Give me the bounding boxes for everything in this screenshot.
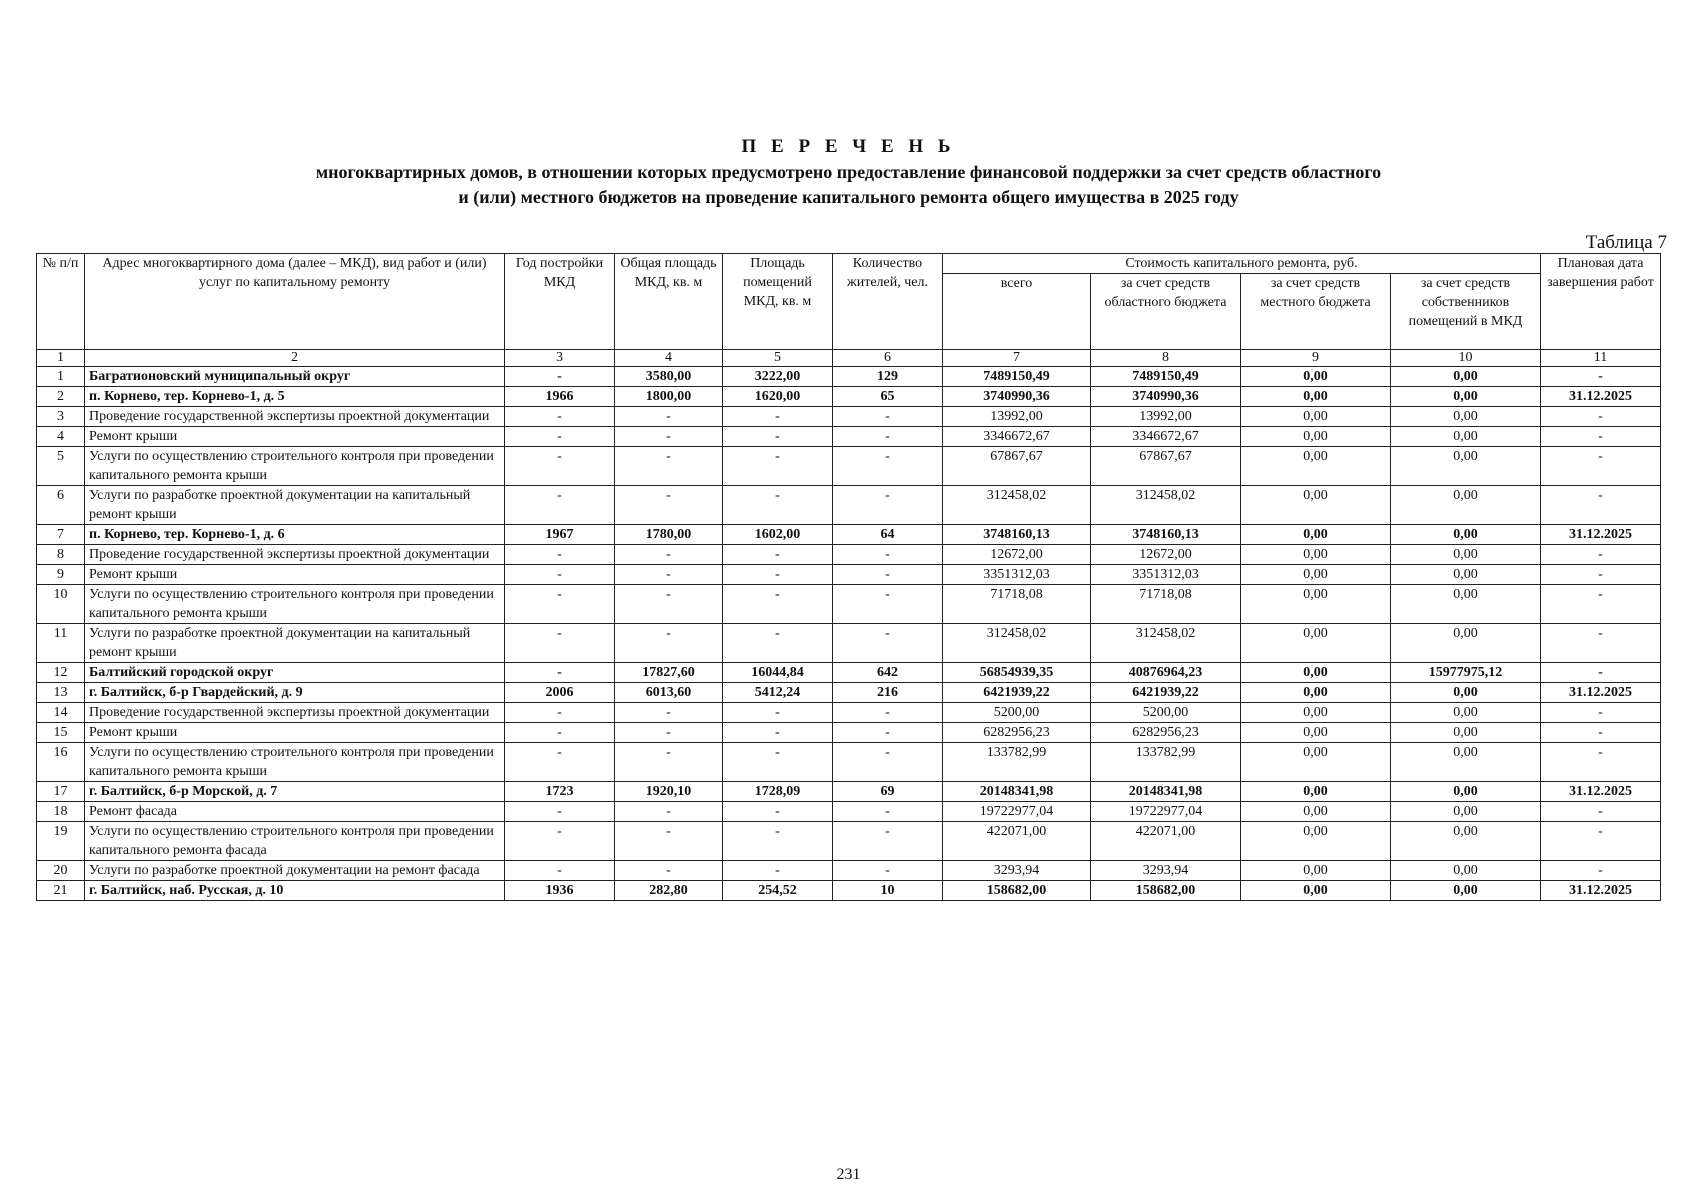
row-year: - — [505, 861, 615, 881]
row-cost-total: 3748160,13 — [943, 525, 1091, 545]
row-residents: 129 — [833, 367, 943, 387]
row-address: г. Балтийск, б-р Морской, д. 7 — [85, 782, 505, 802]
row-cost-regional: 6282956,23 — [1091, 723, 1241, 743]
row-cost-local: 0,00 — [1241, 387, 1391, 407]
row-total-area: 6013,60 — [615, 683, 723, 703]
row-year: - — [505, 663, 615, 683]
row-cost-local: 0,00 — [1241, 367, 1391, 387]
row-residents: 64 — [833, 525, 943, 545]
row-cost-local: 0,00 — [1241, 585, 1391, 624]
row-cost-local: 0,00 — [1241, 881, 1391, 901]
row-premises-area: - — [723, 486, 833, 525]
row-premises-area: - — [723, 565, 833, 585]
row-total-area: - — [615, 861, 723, 881]
table-row — [37, 624, 1661, 663]
row-cost-local: 0,00 — [1241, 703, 1391, 723]
row-number: 2 — [37, 387, 85, 407]
row-total-area: - — [615, 565, 723, 585]
table-row — [37, 565, 1661, 585]
row-cost-regional: 12672,00 — [1091, 545, 1241, 565]
header-premises-area: Площадь помещений МКД, кв. м — [723, 254, 833, 350]
row-residents: 10 — [833, 881, 943, 901]
row-number: 6 — [37, 486, 85, 525]
row-completion-date: - — [1541, 407, 1661, 427]
row-premises-area: - — [723, 427, 833, 447]
row-year: 1967 — [505, 525, 615, 545]
table-row — [37, 822, 1661, 861]
row-residents: - — [833, 703, 943, 723]
row-residents: 65 — [833, 387, 943, 407]
column-number: 8 — [1091, 350, 1241, 367]
row-cost-owners: 0,00 — [1391, 585, 1541, 624]
row-cost-owners: 0,00 — [1391, 861, 1541, 881]
row-cost-total: 3740990,36 — [943, 387, 1091, 407]
row-cost-total: 312458,02 — [943, 486, 1091, 525]
row-residents: - — [833, 565, 943, 585]
table-row — [37, 486, 1661, 525]
table-row — [37, 585, 1661, 624]
row-cost-total: 6421939,22 — [943, 683, 1091, 703]
row-residents: - — [833, 743, 943, 782]
row-cost-total: 133782,99 — [943, 743, 1091, 782]
row-completion-date: 31.12.2025 — [1541, 881, 1661, 901]
row-cost-total: 12672,00 — [943, 545, 1091, 565]
row-number: 16 — [37, 743, 85, 782]
row-number: 14 — [37, 703, 85, 723]
table-row — [37, 683, 1661, 703]
row-cost-local: 0,00 — [1241, 723, 1391, 743]
row-address: Балтийский городской округ — [85, 663, 505, 683]
row-premises-area: - — [723, 861, 833, 881]
column-number: 5 — [723, 350, 833, 367]
row-address: Проведение государственной экспертизы проектной документации — [85, 545, 505, 565]
header-cost-total: всего — [943, 274, 1091, 350]
row-cost-total: 3346672,67 — [943, 427, 1091, 447]
row-premises-area: 1602,00 — [723, 525, 833, 545]
row-address: Услуги по разработке проектной документации на ремонт фасада — [85, 861, 505, 881]
row-premises-area: - — [723, 743, 833, 782]
row-completion-date: 31.12.2025 — [1541, 387, 1661, 407]
header-row-1 — [37, 254, 1661, 274]
row-cost-local: 0,00 — [1241, 565, 1391, 585]
row-residents: - — [833, 861, 943, 881]
row-number: 7 — [37, 525, 85, 545]
column-number: 7 — [943, 350, 1091, 367]
row-year: - — [505, 486, 615, 525]
row-cost-owners: 0,00 — [1391, 802, 1541, 822]
row-cost-regional: 71718,08 — [1091, 585, 1241, 624]
table-row — [37, 663, 1661, 683]
row-year: - — [505, 624, 615, 663]
row-completion-date: - — [1541, 802, 1661, 822]
row-cost-total: 20148341,98 — [943, 782, 1091, 802]
row-premises-area: - — [723, 802, 833, 822]
table-row — [37, 881, 1661, 901]
header-total-area: Общая площадь МКД, кв. м — [615, 254, 723, 350]
row-premises-area: - — [723, 407, 833, 427]
row-cost-local: 0,00 — [1241, 743, 1391, 782]
table-row — [37, 447, 1661, 486]
row-year: - — [505, 427, 615, 447]
header-residents: Количество жителей, чел. — [833, 254, 943, 350]
document-subtitle-line2: и (или) местного бюджетов на проведение капитального ремонта общего имущества в 2025 году — [458, 187, 1239, 207]
row-cost-owners: 0,00 — [1391, 387, 1541, 407]
row-year: - — [505, 545, 615, 565]
row-cost-owners: 0,00 — [1391, 407, 1541, 427]
row-total-area: - — [615, 447, 723, 486]
row-completion-date: - — [1541, 624, 1661, 663]
row-cost-total: 67867,67 — [943, 447, 1091, 486]
row-premises-area: - — [723, 624, 833, 663]
row-year: - — [505, 407, 615, 427]
row-completion-date: 31.12.2025 — [1541, 525, 1661, 545]
row-address: г. Балтийск, наб. Русская, д. 10 — [85, 881, 505, 901]
row-completion-date: - — [1541, 565, 1661, 585]
row-cost-owners: 0,00 — [1391, 447, 1541, 486]
header-cost-owners: за счет средств собственников помещений в МКД — [1391, 274, 1541, 350]
row-number: 12 — [37, 663, 85, 683]
header-cost-local: за счет средств местного бюджета — [1241, 274, 1391, 350]
row-cost-regional: 20148341,98 — [1091, 782, 1241, 802]
row-number: 4 — [37, 427, 85, 447]
document-subtitle-line1: многоквартирных домов, в отношении которых предусмотрено предоставление финансовой поддержки за счет средств областного — [315, 162, 1382, 182]
row-completion-date: - — [1541, 486, 1661, 525]
row-cost-owners: 0,00 — [1391, 822, 1541, 861]
column-number: 10 — [1391, 350, 1541, 367]
row-cost-owners: 0,00 — [1391, 367, 1541, 387]
row-number: 18 — [37, 802, 85, 822]
row-cost-regional: 312458,02 — [1091, 486, 1241, 525]
row-cost-local: 0,00 — [1241, 486, 1391, 525]
table-row — [37, 367, 1661, 387]
row-premises-area: 3222,00 — [723, 367, 833, 387]
row-address: Ремонт крыши — [85, 723, 505, 743]
column-number: 9 — [1241, 350, 1391, 367]
row-completion-date: - — [1541, 822, 1661, 861]
row-address: Услуги по разработке проектной документации на капитальный ремонт крыши — [85, 624, 505, 663]
document-title: П Е Р Е Ч Е Н Ь — [741, 136, 956, 157]
row-number: 15 — [37, 723, 85, 743]
row-completion-date: - — [1541, 427, 1661, 447]
row-residents: - — [833, 447, 943, 486]
table-caption: Таблица 7 — [1585, 232, 1667, 253]
table-row — [37, 802, 1661, 822]
row-number: 21 — [37, 881, 85, 901]
row-premises-area: - — [723, 723, 833, 743]
column-number: 3 — [505, 350, 615, 367]
row-total-area: 282,80 — [615, 881, 723, 901]
buildings-table — [36, 253, 1661, 901]
column-number-row — [37, 350, 1661, 367]
row-address: г. Балтийск, б-р Гвардейский, д. 9 — [85, 683, 505, 703]
row-completion-date: - — [1541, 703, 1661, 723]
row-cost-total: 3293,94 — [943, 861, 1091, 881]
row-cost-regional: 67867,67 — [1091, 447, 1241, 486]
row-cost-owners: 0,00 — [1391, 743, 1541, 782]
column-number: 4 — [615, 350, 723, 367]
header-cost-regional: за счет средств областного бюджета — [1091, 274, 1241, 350]
row-cost-regional: 158682,00 — [1091, 881, 1241, 901]
row-address: Проведение государственной экспертизы проектной документации — [85, 407, 505, 427]
row-cost-total: 6282956,23 — [943, 723, 1091, 743]
row-address: Услуги по разработке проектной документации на капитальный ремонт крыши — [85, 486, 505, 525]
row-residents: - — [833, 585, 943, 624]
row-address: Услуги по осуществлению строительного контроля при проведении капитального ремонта крыши — [85, 743, 505, 782]
row-residents: - — [833, 624, 943, 663]
row-cost-owners: 0,00 — [1391, 525, 1541, 545]
row-cost-regional: 3351312,03 — [1091, 565, 1241, 585]
row-cost-local: 0,00 — [1241, 663, 1391, 683]
row-address: Услуги по осуществлению строительного контроля при проведении капитального ремонта крыши — [85, 447, 505, 486]
column-number: 2 — [85, 350, 505, 367]
table-row — [37, 427, 1661, 447]
row-cost-total: 19722977,04 — [943, 802, 1091, 822]
table-row — [37, 703, 1661, 723]
row-address: Проведение государственной экспертизы проектной документации — [85, 703, 505, 723]
header-year: Год постройки МКД — [505, 254, 615, 350]
row-year: - — [505, 447, 615, 486]
table-row — [37, 407, 1661, 427]
row-cost-regional: 19722977,04 — [1091, 802, 1241, 822]
row-total-area: - — [615, 427, 723, 447]
row-cost-owners: 0,00 — [1391, 683, 1541, 703]
row-number: 8 — [37, 545, 85, 565]
row-completion-date: - — [1541, 723, 1661, 743]
row-cost-local: 0,00 — [1241, 525, 1391, 545]
row-address: Услуги по осуществлению строительного контроля при проведении капитального ремонта крыши — [85, 585, 505, 624]
page-number: 231 — [836, 1166, 861, 1183]
row-residents: - — [833, 822, 943, 861]
row-number: 10 — [37, 585, 85, 624]
row-year: - — [505, 703, 615, 723]
row-year: - — [505, 723, 615, 743]
row-residents: - — [833, 407, 943, 427]
header-completion-date: Плановая дата завершения работ — [1541, 254, 1661, 350]
row-year: 1723 — [505, 782, 615, 802]
row-address: Ремонт крыши — [85, 427, 505, 447]
row-total-area: - — [615, 407, 723, 427]
table-row — [37, 545, 1661, 565]
column-number: 11 — [1541, 350, 1661, 367]
row-total-area: - — [615, 624, 723, 663]
table-row — [37, 782, 1661, 802]
row-number: 5 — [37, 447, 85, 486]
row-cost-total: 158682,00 — [943, 881, 1091, 901]
row-number: 11 — [37, 624, 85, 663]
row-residents: - — [833, 802, 943, 822]
row-residents: 69 — [833, 782, 943, 802]
row-completion-date: - — [1541, 861, 1661, 881]
row-premises-area: - — [723, 822, 833, 861]
row-completion-date: - — [1541, 447, 1661, 486]
row-completion-date: - — [1541, 585, 1661, 624]
row-address: п. Корнево, тер. Корнево-1, д. 5 — [85, 387, 505, 407]
row-completion-date: 31.12.2025 — [1541, 782, 1661, 802]
row-cost-total: 422071,00 — [943, 822, 1091, 861]
row-cost-local: 0,00 — [1241, 447, 1391, 486]
row-cost-owners: 15977975,12 — [1391, 663, 1541, 683]
row-residents: 642 — [833, 663, 943, 683]
row-total-area: - — [615, 703, 723, 723]
row-completion-date: - — [1541, 367, 1661, 387]
row-cost-local: 0,00 — [1241, 802, 1391, 822]
table-row — [37, 525, 1661, 545]
table-body — [37, 367, 1661, 901]
column-number: 1 — [37, 350, 85, 367]
table-row — [37, 723, 1661, 743]
row-year: - — [505, 743, 615, 782]
row-total-area: 17827,60 — [615, 663, 723, 683]
row-cost-local: 0,00 — [1241, 545, 1391, 565]
row-total-area: - — [615, 802, 723, 822]
row-cost-total: 5200,00 — [943, 703, 1091, 723]
row-residents: - — [833, 427, 943, 447]
row-number: 19 — [37, 822, 85, 861]
row-year: 2006 — [505, 683, 615, 703]
row-total-area: 1800,00 — [615, 387, 723, 407]
row-cost-owners: 0,00 — [1391, 545, 1541, 565]
row-total-area: - — [615, 585, 723, 624]
row-cost-regional: 6421939,22 — [1091, 683, 1241, 703]
row-cost-regional: 312458,02 — [1091, 624, 1241, 663]
row-cost-total: 7489150,49 — [943, 367, 1091, 387]
row-total-area: - — [615, 822, 723, 861]
row-cost-owners: 0,00 — [1391, 881, 1541, 901]
row-premises-area: 254,52 — [723, 881, 833, 901]
row-year: - — [505, 565, 615, 585]
row-address: Багратионовский муниципальный округ — [85, 367, 505, 387]
row-cost-regional: 7489150,49 — [1091, 367, 1241, 387]
row-cost-regional: 3346672,67 — [1091, 427, 1241, 447]
table-row — [37, 861, 1661, 881]
row-cost-total: 13992,00 — [943, 407, 1091, 427]
row-total-area: - — [615, 723, 723, 743]
row-cost-total: 312458,02 — [943, 624, 1091, 663]
row-cost-local: 0,00 — [1241, 407, 1391, 427]
row-cost-owners: 0,00 — [1391, 427, 1541, 447]
row-number: 1 — [37, 367, 85, 387]
row-cost-regional: 13992,00 — [1091, 407, 1241, 427]
row-number: 13 — [37, 683, 85, 703]
row-total-area: - — [615, 545, 723, 565]
row-cost-owners: 0,00 — [1391, 703, 1541, 723]
title-block — [0, 134, 1697, 210]
row-number: 9 — [37, 565, 85, 585]
row-completion-date: 31.12.2025 — [1541, 683, 1661, 703]
row-year: 1966 — [505, 387, 615, 407]
row-residents: - — [833, 723, 943, 743]
row-address: Ремонт фасада — [85, 802, 505, 822]
row-year: - — [505, 585, 615, 624]
column-number: 6 — [833, 350, 943, 367]
row-total-area: - — [615, 743, 723, 782]
row-number: 3 — [37, 407, 85, 427]
row-residents: - — [833, 545, 943, 565]
row-address: Ремонт крыши — [85, 565, 505, 585]
row-number: 17 — [37, 782, 85, 802]
row-premises-area: 5412,24 — [723, 683, 833, 703]
row-year: 1936 — [505, 881, 615, 901]
row-premises-area: - — [723, 545, 833, 565]
row-cost-owners: 0,00 — [1391, 486, 1541, 525]
row-cost-regional: 5200,00 — [1091, 703, 1241, 723]
row-cost-local: 0,00 — [1241, 782, 1391, 802]
table-row — [37, 387, 1661, 407]
row-total-area: - — [615, 486, 723, 525]
row-completion-date: - — [1541, 663, 1661, 683]
row-cost-regional: 40876964,23 — [1091, 663, 1241, 683]
row-cost-local: 0,00 — [1241, 683, 1391, 703]
row-year: - — [505, 822, 615, 861]
row-premises-area: 1620,00 — [723, 387, 833, 407]
row-number: 20 — [37, 861, 85, 881]
row-cost-total: 71718,08 — [943, 585, 1091, 624]
row-total-area: 1780,00 — [615, 525, 723, 545]
table-row — [37, 743, 1661, 782]
row-residents: 216 — [833, 683, 943, 703]
row-cost-regional: 3748160,13 — [1091, 525, 1241, 545]
row-cost-owners: 0,00 — [1391, 723, 1541, 743]
row-completion-date: - — [1541, 545, 1661, 565]
row-cost-local: 0,00 — [1241, 861, 1391, 881]
row-premises-area: 1728,09 — [723, 782, 833, 802]
row-cost-total: 3351312,03 — [943, 565, 1091, 585]
row-cost-regional: 422071,00 — [1091, 822, 1241, 861]
row-premises-area: 16044,84 — [723, 663, 833, 683]
row-cost-local: 0,00 — [1241, 624, 1391, 663]
row-residents: - — [833, 486, 943, 525]
row-premises-area: - — [723, 585, 833, 624]
row-year: - — [505, 367, 615, 387]
row-cost-regional: 3740990,36 — [1091, 387, 1241, 407]
row-cost-owners: 0,00 — [1391, 565, 1541, 585]
row-cost-local: 0,00 — [1241, 427, 1391, 447]
row-address: п. Корнево, тер. Корнево-1, д. 6 — [85, 525, 505, 545]
row-cost-regional: 3293,94 — [1091, 861, 1241, 881]
row-total-area: 1920,10 — [615, 782, 723, 802]
row-year: - — [505, 802, 615, 822]
header-address: Адрес многоквартирного дома (далее – МКД), вид работ и (или) услуг по капитальному ремонту — [85, 254, 505, 350]
header-cost-group: Стоимость капитального ремонта, руб. — [943, 254, 1541, 274]
row-cost-regional: 133782,99 — [1091, 743, 1241, 782]
row-address: Услуги по осуществлению строительного контроля при проведении капитального ремонта фасада — [85, 822, 505, 861]
row-cost-local: 0,00 — [1241, 822, 1391, 861]
row-total-area: 3580,00 — [615, 367, 723, 387]
row-completion-date: - — [1541, 743, 1661, 782]
row-cost-owners: 0,00 — [1391, 624, 1541, 663]
row-premises-area: - — [723, 447, 833, 486]
row-premises-area: - — [723, 703, 833, 723]
row-cost-owners: 0,00 — [1391, 782, 1541, 802]
row-cost-total: 56854939,35 — [943, 663, 1091, 683]
header-num: № п/п — [37, 254, 85, 350]
